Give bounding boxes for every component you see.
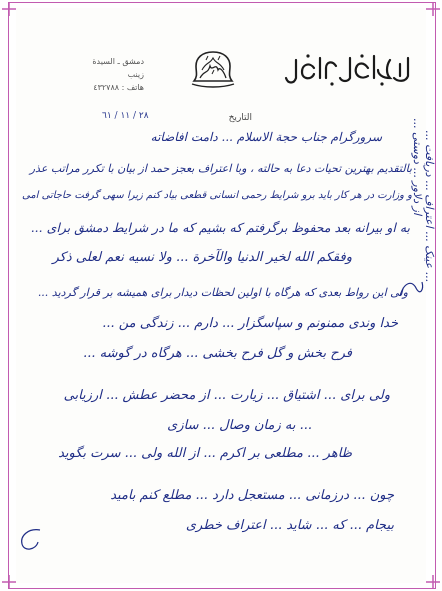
letterhead-title-text: السيد أحمد الواحدي <box>402 86 411 87</box>
letter-line: بیجام ... که ... شاید ... اعتراف خطری <box>185 518 394 533</box>
handwritten-letter-body <box>20 118 412 588</box>
letterhead-title-calligraphy <box>282 50 414 90</box>
margin-note-top: از دلاور ... دوستی ... <box>411 118 424 216</box>
letterhead-phone <box>74 81 144 94</box>
date-value: ٢٨ / ١١ / ٦١ <box>102 111 149 121</box>
phone-number: ٤٣٢٧٨٨ <box>93 83 120 92</box>
letter-line: بالتقدیم بهترین تحیات دعا به حالته ، وبا اعتراف بعجز حمد از بیان با تکرر مراتب عذر <box>29 162 412 175</box>
corner-ornament-icon <box>424 0 442 18</box>
letter-line: فرح بخش و گل فرح بخشی ... هرگاه در گوشه ... <box>83 346 352 361</box>
date-label: التاريخ <box>228 113 252 123</box>
letter-line: ... به زمان وصال ... سازی <box>167 418 312 433</box>
letter-line: ظاهر ... مطلعی بر اکرم ... از الله ولی ... سرت بگوید <box>58 446 352 461</box>
letter-line: چون ... درزمانی ... مستعجل دارد ... مطلع کنم بامید <box>110 488 394 503</box>
letter-line: ولی این رواط بعدی که هرگاه با اولین لحظات دیدار برای همیشه بر قرار گردید ... <box>37 286 408 299</box>
phone-label: هاتف : <box>121 83 144 92</box>
margin-note-side: ... عینک ... اعتراف ... دریافت ... <box>423 130 436 283</box>
letterhead-contact <box>74 55 144 94</box>
ink-flourish-icon <box>14 524 44 554</box>
letter-line: خدا وندی ممنونم و سپاسگزار ... دارم ... زندگی من ... <box>102 316 398 331</box>
letter-line: سرورگرام جناب حجة الاسلام ... دامت افاضاته <box>150 130 382 144</box>
corner-ornament-icon <box>424 573 442 591</box>
calligraphy-emblem-icon <box>188 48 238 90</box>
letter-line: و وزارت در هر کار باید برو شرایط رحمی انسانی قطعی بیاد کنم زیرا سهی گرفت حاجاتی امی <box>21 190 412 201</box>
ink-flourish-icon <box>396 276 426 302</box>
letter-line: وفقکم الله لخیر الدنیا والآخرة ... ولا نسیه نعم لعلی ذکر <box>52 250 352 265</box>
letter-line: ولی برای ... اشتیاق ... زیارت ... از محضر عطش ... ارزیابی <box>63 388 390 403</box>
letter-line: به او بیرانه بعد محفوظ برگرفتم که بشیم که ما در شرایط دمشق برای ... <box>30 220 410 235</box>
letterhead-address: دمشق ـ السيدة زينب <box>92 57 144 79</box>
